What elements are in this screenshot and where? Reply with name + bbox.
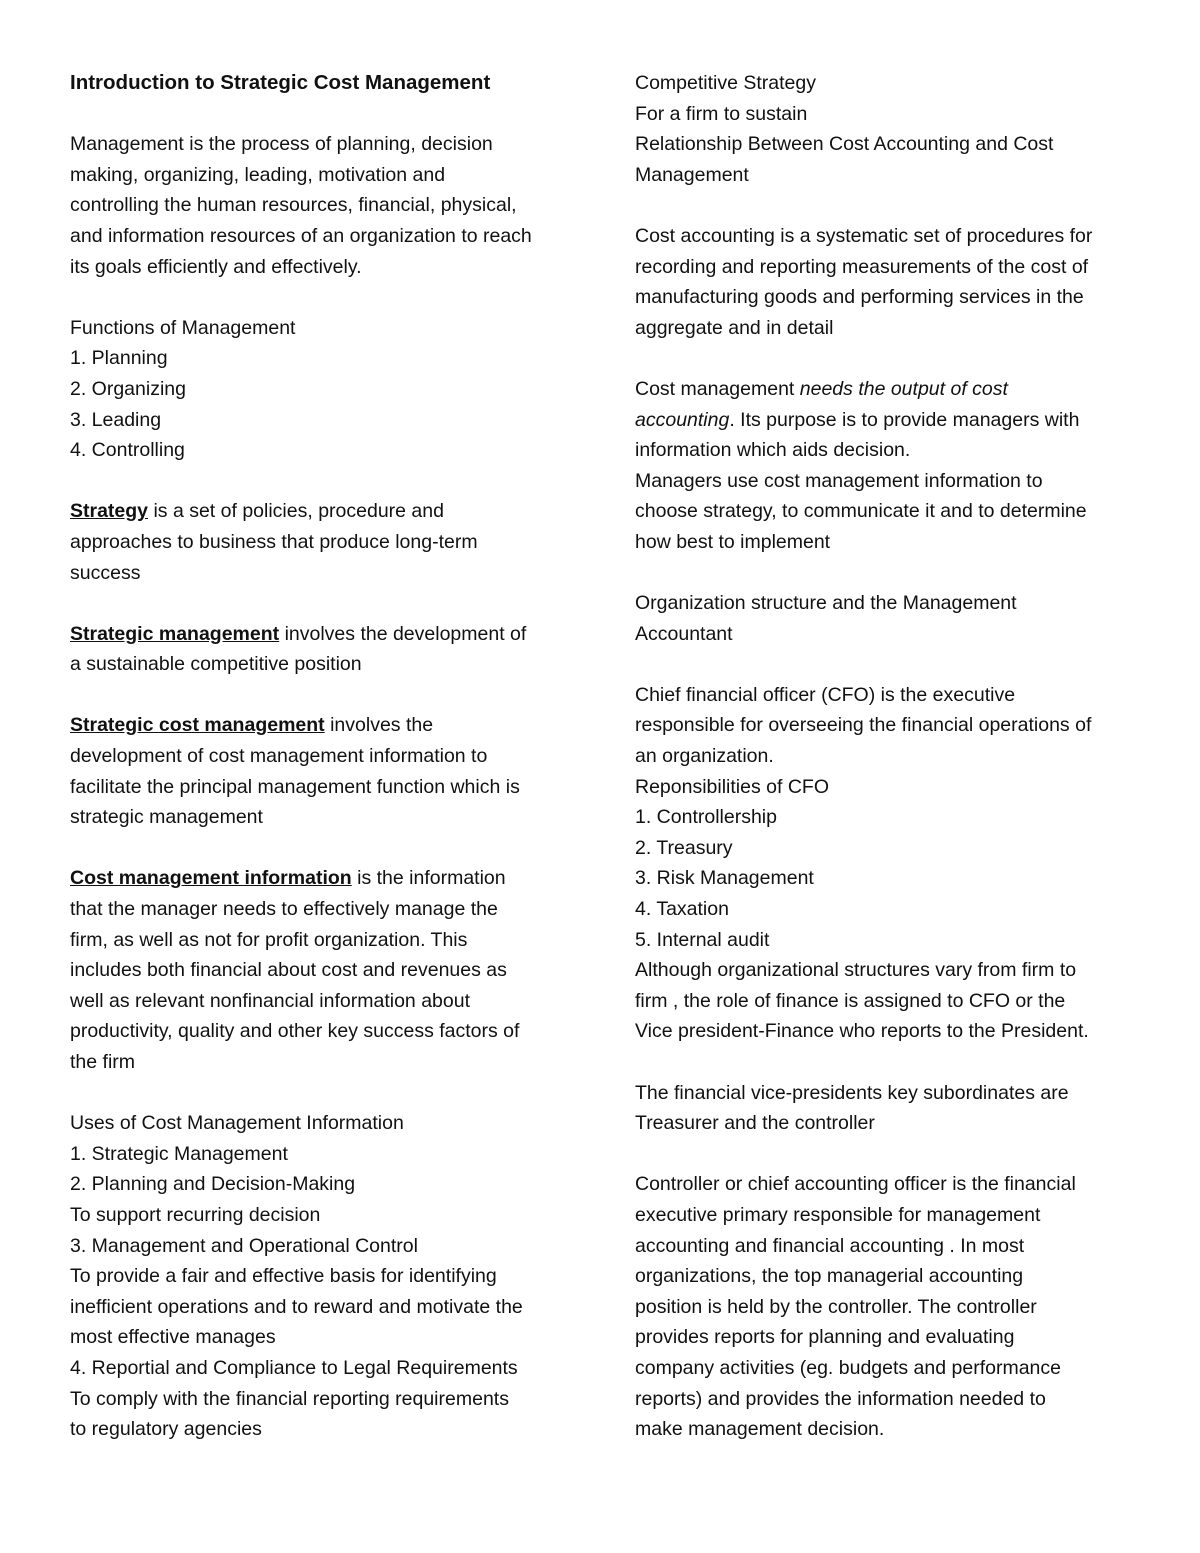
spacer [70,1078,575,1109]
text-line: facilitate the principal management function which is [70,775,520,798]
text-line: how best to implement [635,530,831,553]
text-line: provides reports for planning and evaluating [635,1326,1015,1349]
list-item: 5. Internal audit [635,928,770,951]
text-line: productivity, quality and other key success factors of [70,1020,520,1043]
strategy-definition [70,496,575,588]
spacer [70,99,575,130]
text-run: is a set of policies, procedure and [148,500,444,523]
text-line: executive primary responsible for management [635,1203,1041,1226]
page-title: Introduction to Strategic Cost Management [70,71,491,94]
text-line: development of cost management information to [70,745,488,768]
text-line: to regulatory agencies [70,1418,262,1441]
text-line: For a firm to sustain [635,102,808,125]
text-line: firm , the role of finance is assigned to CFO or the [635,989,1066,1012]
left-column [70,68,575,1445]
cfo-section [635,680,1135,1047]
defined-term: Strategy [70,500,149,523]
text-line: recording and reporting measurements of the cost of [635,255,1089,278]
section-heading: Relationship Between Cost Accounting and Cost [635,133,1054,156]
text-line: most effective manages [70,1326,276,1349]
text-line: success [70,561,141,584]
text-line: Vice president-Finance who reports to the President. [635,1020,1089,1043]
section-heading: Competitive Strategy [635,72,816,94]
italic-run: accounting [635,408,730,431]
spacer [635,649,1135,680]
text-line: an organization. [635,745,774,768]
spacer [635,1139,1135,1170]
defined-term: Cost management information [70,867,352,890]
cost-accounting-definition [635,221,1135,343]
text-line: The financial vice-presidents key subordinates are [635,1081,1069,1104]
organization-structure-heading [635,588,1135,649]
text-line: includes both financial about cost and revenues as [70,959,507,982]
text-line [70,619,575,650]
list-item: 4. Controlling [70,439,185,462]
spacer [635,343,1135,374]
text-line: controlling the human resources, financial, physical, [70,194,517,217]
text-run: Cost management [635,377,800,400]
spacer [635,1047,1135,1078]
text-line: choose strategy, to communicate it and to determine [635,500,1087,523]
list-item: 2. Treasury [635,836,733,859]
list-item: 1. Strategic Management [70,1142,288,1165]
text-line: its goals efficiently and effectively. [70,255,362,278]
text-line [70,863,575,894]
cost-management-information-definition [70,863,575,1077]
text-line: well as relevant nonfinancial information about [70,989,470,1012]
controller-section [635,1169,1135,1444]
list-item: 1. Planning [70,347,168,370]
text-line [635,405,1135,436]
section-heading: Uses of Cost Management Information [70,1112,404,1135]
competitive-strategy-section [635,68,1135,190]
text-line: firm, as well as not for profit organization. This [70,928,468,951]
text-run: involves the [324,714,434,737]
text-line: manufacturing goods and performing services in the [635,286,1084,309]
text-line: make management decision. [635,1418,885,1441]
text-line: responsible for overseeing the financial operations of [635,714,1092,737]
spacer [635,190,1135,221]
text-line: making, organizing, leading, motivation and [70,163,446,186]
strategic-management-definition [70,619,575,680]
text-line: Management is the process of planning, decision [70,133,493,156]
management-definition [70,129,575,282]
list-item: 2. Organizing [70,377,186,400]
text-line: company activities (eg. budgets and performance [635,1356,1061,1379]
text-line: Managers use cost management information to [635,469,1043,492]
defined-term: Strategic cost management [70,714,325,737]
italic-run: needs the output of cost [799,377,1008,400]
text-line: reports) and provides the information needed to [635,1387,1046,1410]
text-line: approaches to business that produce long-term [70,530,478,553]
section-heading: Reponsibilities of CFO [635,775,829,798]
defined-term: Strategic management [70,622,280,645]
spacer [70,833,575,864]
strategic-cost-management-definition [70,710,575,832]
text-line: To support recurring decision [70,1203,321,1226]
text-line: strategic management [70,806,263,829]
text-line: organizations, the top managerial accounting [635,1265,1024,1288]
text-run: is the information [351,867,506,890]
text-line: Cost accounting is a systematic set of procedures for [635,224,1093,247]
list-item: 4. Taxation [635,898,729,921]
text-line: a sustainable competitive position [70,653,362,676]
uses-section [70,1108,575,1445]
spacer [70,588,575,619]
section-heading: Accountant [635,622,733,645]
list-item: 3. Leading [70,408,162,431]
text-run: involves the development of [279,622,527,645]
text-line: information which aids decision. [635,439,911,462]
text-line: To provide a fair and effective basis for identifying [70,1265,497,1288]
right-column [635,68,1135,1445]
list-item: 2. Planning and Decision-Making [70,1173,356,1196]
vice-president-section [635,1078,1135,1139]
text-line: the firm [70,1051,136,1073]
text-line: Management [635,163,749,186]
list-item: 4. Reportial and Compliance to Legal Requirements [70,1356,518,1379]
text-line: Controller or chief accounting officer is the financial [635,1173,1076,1196]
spacer [635,558,1135,589]
cost-management-definition [635,374,1135,558]
text-line [635,374,1135,405]
spacer [70,282,575,313]
text-line: that the manager needs to effectively manage the [70,898,498,921]
list-item: 3. Risk Management [635,867,814,890]
text-line: Chief financial officer (CFO) is the executive [635,683,1016,706]
section-heading: Organization structure and the Management [635,592,1017,615]
functions-section [70,313,575,466]
text-line: position is held by the controller. The controller [635,1295,1037,1318]
text-line: aggregate and in detail [635,316,834,339]
text-line: Treasurer and the controller [635,1112,875,1135]
text-line: accounting and financial accounting . In most [635,1234,1025,1257]
text-line: inefficient operations and to reward and motivate the [70,1295,523,1318]
text-line: To comply with the financial reporting requirements [70,1387,509,1410]
text-run: . Its purpose is to provide managers with [729,408,1080,431]
spacer [70,466,575,497]
text-line [70,496,575,527]
list-item: 1. Controllership [635,806,777,829]
list-item: 3. Management and Operational Control [70,1234,418,1257]
text-line [70,710,575,741]
text-line: Although organizational structures vary from firm to [635,959,1077,982]
section-heading: Functions of Management [70,316,296,339]
text-line: and information resources of an organization to reach [70,224,532,247]
spacer [70,680,575,711]
